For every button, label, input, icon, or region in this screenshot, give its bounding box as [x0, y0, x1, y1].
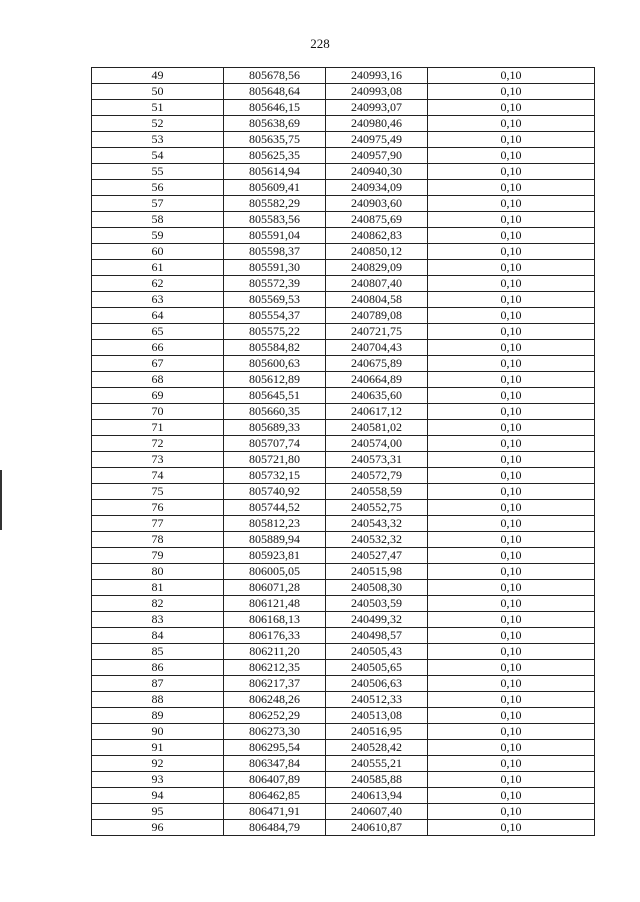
point-number-cell: 70 [92, 404, 224, 420]
x-coordinate-cell: 806407,89 [224, 772, 326, 788]
point-number-cell: 90 [92, 724, 224, 740]
accuracy-cell: 0,10 [428, 484, 595, 500]
point-number-cell: 64 [92, 308, 224, 324]
point-number-cell: 75 [92, 484, 224, 500]
y-coordinate-cell: 240515,98 [326, 564, 428, 580]
y-coordinate-cell: 240512,33 [326, 692, 428, 708]
table-row [92, 388, 595, 404]
y-coordinate-cell: 240508,30 [326, 580, 428, 596]
point-number-cell: 83 [92, 612, 224, 628]
accuracy-cell: 0,10 [428, 612, 595, 628]
x-coordinate-cell: 806347,84 [224, 756, 326, 772]
y-coordinate-cell: 240617,12 [326, 404, 428, 420]
x-coordinate-cell: 805648,64 [224, 84, 326, 100]
accuracy-cell: 0,10 [428, 356, 595, 372]
table-row [92, 276, 595, 292]
y-coordinate-cell: 240503,59 [326, 596, 428, 612]
accuracy-cell: 0,10 [428, 820, 595, 836]
accuracy-cell: 0,10 [428, 420, 595, 436]
coordinates-table [91, 67, 595, 836]
accuracy-cell: 0,10 [428, 164, 595, 180]
accuracy-cell: 0,10 [428, 772, 595, 788]
x-coordinate-cell: 806248,26 [224, 692, 326, 708]
accuracy-cell: 0,10 [428, 452, 595, 468]
point-number-cell: 76 [92, 500, 224, 516]
point-number-cell: 58 [92, 212, 224, 228]
x-coordinate-cell: 805609,41 [224, 180, 326, 196]
x-coordinate-cell: 805646,15 [224, 100, 326, 116]
point-number-cell: 52 [92, 116, 224, 132]
y-coordinate-cell: 240862,83 [326, 228, 428, 244]
y-coordinate-cell: 240505,65 [326, 660, 428, 676]
table-row [92, 324, 595, 340]
accuracy-cell: 0,10 [428, 100, 595, 116]
y-coordinate-cell: 240829,09 [326, 260, 428, 276]
x-coordinate-cell: 805645,51 [224, 388, 326, 404]
table-row [92, 436, 595, 452]
y-coordinate-cell: 240498,57 [326, 628, 428, 644]
point-number-cell: 61 [92, 260, 224, 276]
x-coordinate-cell: 806484,79 [224, 820, 326, 836]
point-number-cell: 53 [92, 132, 224, 148]
point-number-cell: 60 [92, 244, 224, 260]
x-coordinate-cell: 806471,91 [224, 804, 326, 820]
x-coordinate-cell: 805707,74 [224, 436, 326, 452]
accuracy-cell: 0,10 [428, 148, 595, 164]
accuracy-cell: 0,10 [428, 212, 595, 228]
accuracy-cell: 0,10 [428, 404, 595, 420]
point-number-cell: 68 [92, 372, 224, 388]
y-coordinate-cell: 240993,08 [326, 84, 428, 100]
y-coordinate-cell: 240957,90 [326, 148, 428, 164]
x-coordinate-cell: 805584,82 [224, 340, 326, 356]
point-number-cell: 91 [92, 740, 224, 756]
y-coordinate-cell: 240558,59 [326, 484, 428, 500]
point-number-cell: 56 [92, 180, 224, 196]
y-coordinate-cell: 240581,02 [326, 420, 428, 436]
point-number-cell: 94 [92, 788, 224, 804]
table-row [92, 260, 595, 276]
accuracy-cell: 0,10 [428, 644, 595, 660]
point-number-cell: 55 [92, 164, 224, 180]
table-row [92, 148, 595, 164]
x-coordinate-cell: 805721,80 [224, 452, 326, 468]
x-coordinate-cell: 805889,94 [224, 532, 326, 548]
table-row [92, 308, 595, 324]
table-row [92, 452, 595, 468]
x-coordinate-cell: 805575,22 [224, 324, 326, 340]
table-row [92, 84, 595, 100]
table-row [92, 420, 595, 436]
point-number-cell: 50 [92, 84, 224, 100]
point-number-cell: 59 [92, 228, 224, 244]
x-coordinate-cell: 805598,37 [224, 244, 326, 260]
table-row [92, 772, 595, 788]
x-coordinate-cell: 806168,13 [224, 612, 326, 628]
table-row [92, 132, 595, 148]
table-row [92, 692, 595, 708]
y-coordinate-cell: 240513,08 [326, 708, 428, 724]
point-number-cell: 96 [92, 820, 224, 836]
table-row [92, 532, 595, 548]
accuracy-cell: 0,10 [428, 692, 595, 708]
y-coordinate-cell: 240635,60 [326, 388, 428, 404]
x-coordinate-cell: 805583,56 [224, 212, 326, 228]
x-coordinate-cell: 805572,39 [224, 276, 326, 292]
y-coordinate-cell: 240574,00 [326, 436, 428, 452]
y-coordinate-cell: 240875,69 [326, 212, 428, 228]
point-number-cell: 95 [92, 804, 224, 820]
table-row [92, 676, 595, 692]
y-coordinate-cell: 240555,21 [326, 756, 428, 772]
table-row [92, 788, 595, 804]
x-coordinate-cell: 805612,89 [224, 372, 326, 388]
table-row [92, 372, 595, 388]
point-number-cell: 54 [92, 148, 224, 164]
y-coordinate-cell: 240506,63 [326, 676, 428, 692]
y-coordinate-cell: 240528,42 [326, 740, 428, 756]
x-coordinate-cell: 805678,56 [224, 68, 326, 84]
y-coordinate-cell: 240505,43 [326, 644, 428, 660]
point-number-cell: 73 [92, 452, 224, 468]
accuracy-cell: 0,10 [428, 324, 595, 340]
point-number-cell: 88 [92, 692, 224, 708]
y-coordinate-cell: 240664,89 [326, 372, 428, 388]
x-coordinate-cell: 805635,75 [224, 132, 326, 148]
point-number-cell: 93 [92, 772, 224, 788]
table-row [92, 100, 595, 116]
y-coordinate-cell: 240804,58 [326, 292, 428, 308]
accuracy-cell: 0,10 [428, 196, 595, 212]
x-coordinate-cell: 805625,35 [224, 148, 326, 164]
y-coordinate-cell: 240704,43 [326, 340, 428, 356]
accuracy-cell: 0,10 [428, 676, 595, 692]
accuracy-cell: 0,10 [428, 708, 595, 724]
accuracy-cell: 0,10 [428, 276, 595, 292]
x-coordinate-cell: 806005,05 [224, 564, 326, 580]
y-coordinate-cell: 240552,75 [326, 500, 428, 516]
x-coordinate-cell: 806211,20 [224, 644, 326, 660]
y-coordinate-cell: 240607,40 [326, 804, 428, 820]
point-number-cell: 74 [92, 468, 224, 484]
accuracy-cell: 0,10 [428, 244, 595, 260]
point-number-cell: 86 [92, 660, 224, 676]
table-row [92, 708, 595, 724]
y-coordinate-cell: 240789,08 [326, 308, 428, 324]
point-number-cell: 77 [92, 516, 224, 532]
accuracy-cell: 0,10 [428, 468, 595, 484]
accuracy-cell: 0,10 [428, 260, 595, 276]
x-coordinate-cell: 805923,81 [224, 548, 326, 564]
accuracy-cell: 0,10 [428, 516, 595, 532]
point-number-cell: 81 [92, 580, 224, 596]
point-number-cell: 85 [92, 644, 224, 660]
table-row [92, 228, 595, 244]
y-coordinate-cell: 240980,46 [326, 116, 428, 132]
table-row [92, 468, 595, 484]
y-coordinate-cell: 240934,09 [326, 180, 428, 196]
accuracy-cell: 0,10 [428, 388, 595, 404]
accuracy-cell: 0,10 [428, 292, 595, 308]
y-coordinate-cell: 240585,88 [326, 772, 428, 788]
x-coordinate-cell: 805638,69 [224, 116, 326, 132]
x-coordinate-cell: 806071,28 [224, 580, 326, 596]
table-row [92, 580, 595, 596]
table-row [92, 404, 595, 420]
table-row [92, 740, 595, 756]
accuracy-cell: 0,10 [428, 596, 595, 612]
accuracy-cell: 0,10 [428, 372, 595, 388]
point-number-cell: 66 [92, 340, 224, 356]
y-coordinate-cell: 240516,95 [326, 724, 428, 740]
x-coordinate-cell: 806212,35 [224, 660, 326, 676]
point-number-cell: 72 [92, 436, 224, 452]
accuracy-cell: 0,10 [428, 580, 595, 596]
x-coordinate-cell: 805689,33 [224, 420, 326, 436]
y-coordinate-cell: 240975,49 [326, 132, 428, 148]
x-coordinate-cell: 806217,37 [224, 676, 326, 692]
x-coordinate-cell: 806252,29 [224, 708, 326, 724]
point-number-cell: 92 [92, 756, 224, 772]
table-row [92, 564, 595, 580]
x-coordinate-cell: 805569,53 [224, 292, 326, 308]
accuracy-cell: 0,10 [428, 548, 595, 564]
x-coordinate-cell: 806273,30 [224, 724, 326, 740]
y-coordinate-cell: 240675,89 [326, 356, 428, 372]
point-number-cell: 63 [92, 292, 224, 308]
accuracy-cell: 0,10 [428, 628, 595, 644]
y-coordinate-cell: 240572,79 [326, 468, 428, 484]
table-row [92, 644, 595, 660]
table-row [92, 660, 595, 676]
table-row [92, 628, 595, 644]
x-coordinate-cell: 805591,04 [224, 228, 326, 244]
accuracy-cell: 0,10 [428, 660, 595, 676]
accuracy-cell: 0,10 [428, 500, 595, 516]
y-coordinate-cell: 240610,87 [326, 820, 428, 836]
x-coordinate-cell: 806462,85 [224, 788, 326, 804]
point-number-cell: 82 [92, 596, 224, 612]
y-coordinate-cell: 240613,94 [326, 788, 428, 804]
x-coordinate-cell: 805582,29 [224, 196, 326, 212]
x-coordinate-cell: 805812,23 [224, 516, 326, 532]
point-number-cell: 49 [92, 68, 224, 84]
accuracy-cell: 0,10 [428, 68, 595, 84]
table-row [92, 500, 595, 516]
accuracy-cell: 0,10 [428, 564, 595, 580]
accuracy-cell: 0,10 [428, 84, 595, 100]
accuracy-cell: 0,10 [428, 788, 595, 804]
table-row [92, 340, 595, 356]
accuracy-cell: 0,10 [428, 180, 595, 196]
table-row [92, 516, 595, 532]
point-number-cell: 69 [92, 388, 224, 404]
table-row [92, 116, 595, 132]
y-coordinate-cell: 240850,12 [326, 244, 428, 260]
accuracy-cell: 0,10 [428, 532, 595, 548]
point-number-cell: 65 [92, 324, 224, 340]
x-coordinate-cell: 805614,94 [224, 164, 326, 180]
y-coordinate-cell: 240940,30 [326, 164, 428, 180]
x-coordinate-cell: 805740,92 [224, 484, 326, 500]
scan-edge-mark [0, 470, 2, 530]
y-coordinate-cell: 240573,31 [326, 452, 428, 468]
coordinates-table-body [92, 68, 595, 836]
x-coordinate-cell: 806176,33 [224, 628, 326, 644]
y-coordinate-cell: 240527,47 [326, 548, 428, 564]
table-row [92, 292, 595, 308]
accuracy-cell: 0,10 [428, 340, 595, 356]
point-number-cell: 80 [92, 564, 224, 580]
table-row [92, 596, 595, 612]
accuracy-cell: 0,10 [428, 228, 595, 244]
table-row [92, 756, 595, 772]
accuracy-cell: 0,10 [428, 756, 595, 772]
accuracy-cell: 0,10 [428, 132, 595, 148]
point-number-cell: 78 [92, 532, 224, 548]
y-coordinate-cell: 240807,40 [326, 276, 428, 292]
accuracy-cell: 0,10 [428, 308, 595, 324]
table-row [92, 484, 595, 500]
table-row [92, 164, 595, 180]
accuracy-cell: 0,10 [428, 436, 595, 452]
point-number-cell: 89 [92, 708, 224, 724]
y-coordinate-cell: 240499,32 [326, 612, 428, 628]
point-number-cell: 62 [92, 276, 224, 292]
x-coordinate-cell: 805732,15 [224, 468, 326, 484]
table-row [92, 804, 595, 820]
accuracy-cell: 0,10 [428, 740, 595, 756]
point-number-cell: 71 [92, 420, 224, 436]
point-number-cell: 67 [92, 356, 224, 372]
accuracy-cell: 0,10 [428, 116, 595, 132]
table-row [92, 612, 595, 628]
table-row [92, 724, 595, 740]
table-row [92, 212, 595, 228]
y-coordinate-cell: 240721,75 [326, 324, 428, 340]
accuracy-cell: 0,10 [428, 724, 595, 740]
point-number-cell: 87 [92, 676, 224, 692]
table-row [92, 548, 595, 564]
x-coordinate-cell: 806295,54 [224, 740, 326, 756]
accuracy-cell: 0,10 [428, 804, 595, 820]
y-coordinate-cell: 240993,07 [326, 100, 428, 116]
table-row [92, 68, 595, 84]
y-coordinate-cell: 240543,32 [326, 516, 428, 532]
x-coordinate-cell: 805660,35 [224, 404, 326, 420]
point-number-cell: 84 [92, 628, 224, 644]
x-coordinate-cell: 805600,63 [224, 356, 326, 372]
point-number-cell: 57 [92, 196, 224, 212]
table-row [92, 180, 595, 196]
y-coordinate-cell: 240903,60 [326, 196, 428, 212]
x-coordinate-cell: 806121,48 [224, 596, 326, 612]
point-number-cell: 79 [92, 548, 224, 564]
x-coordinate-cell: 805591,30 [224, 260, 326, 276]
y-coordinate-cell: 240993,16 [326, 68, 428, 84]
x-coordinate-cell: 805744,52 [224, 500, 326, 516]
y-coordinate-cell: 240532,32 [326, 532, 428, 548]
x-coordinate-cell: 805554,37 [224, 308, 326, 324]
table-row [92, 820, 595, 836]
table-row [92, 196, 595, 212]
point-number-cell: 51 [92, 100, 224, 116]
table-row [92, 244, 595, 260]
page-number: 228 [310, 36, 330, 51]
table-row [92, 356, 595, 372]
